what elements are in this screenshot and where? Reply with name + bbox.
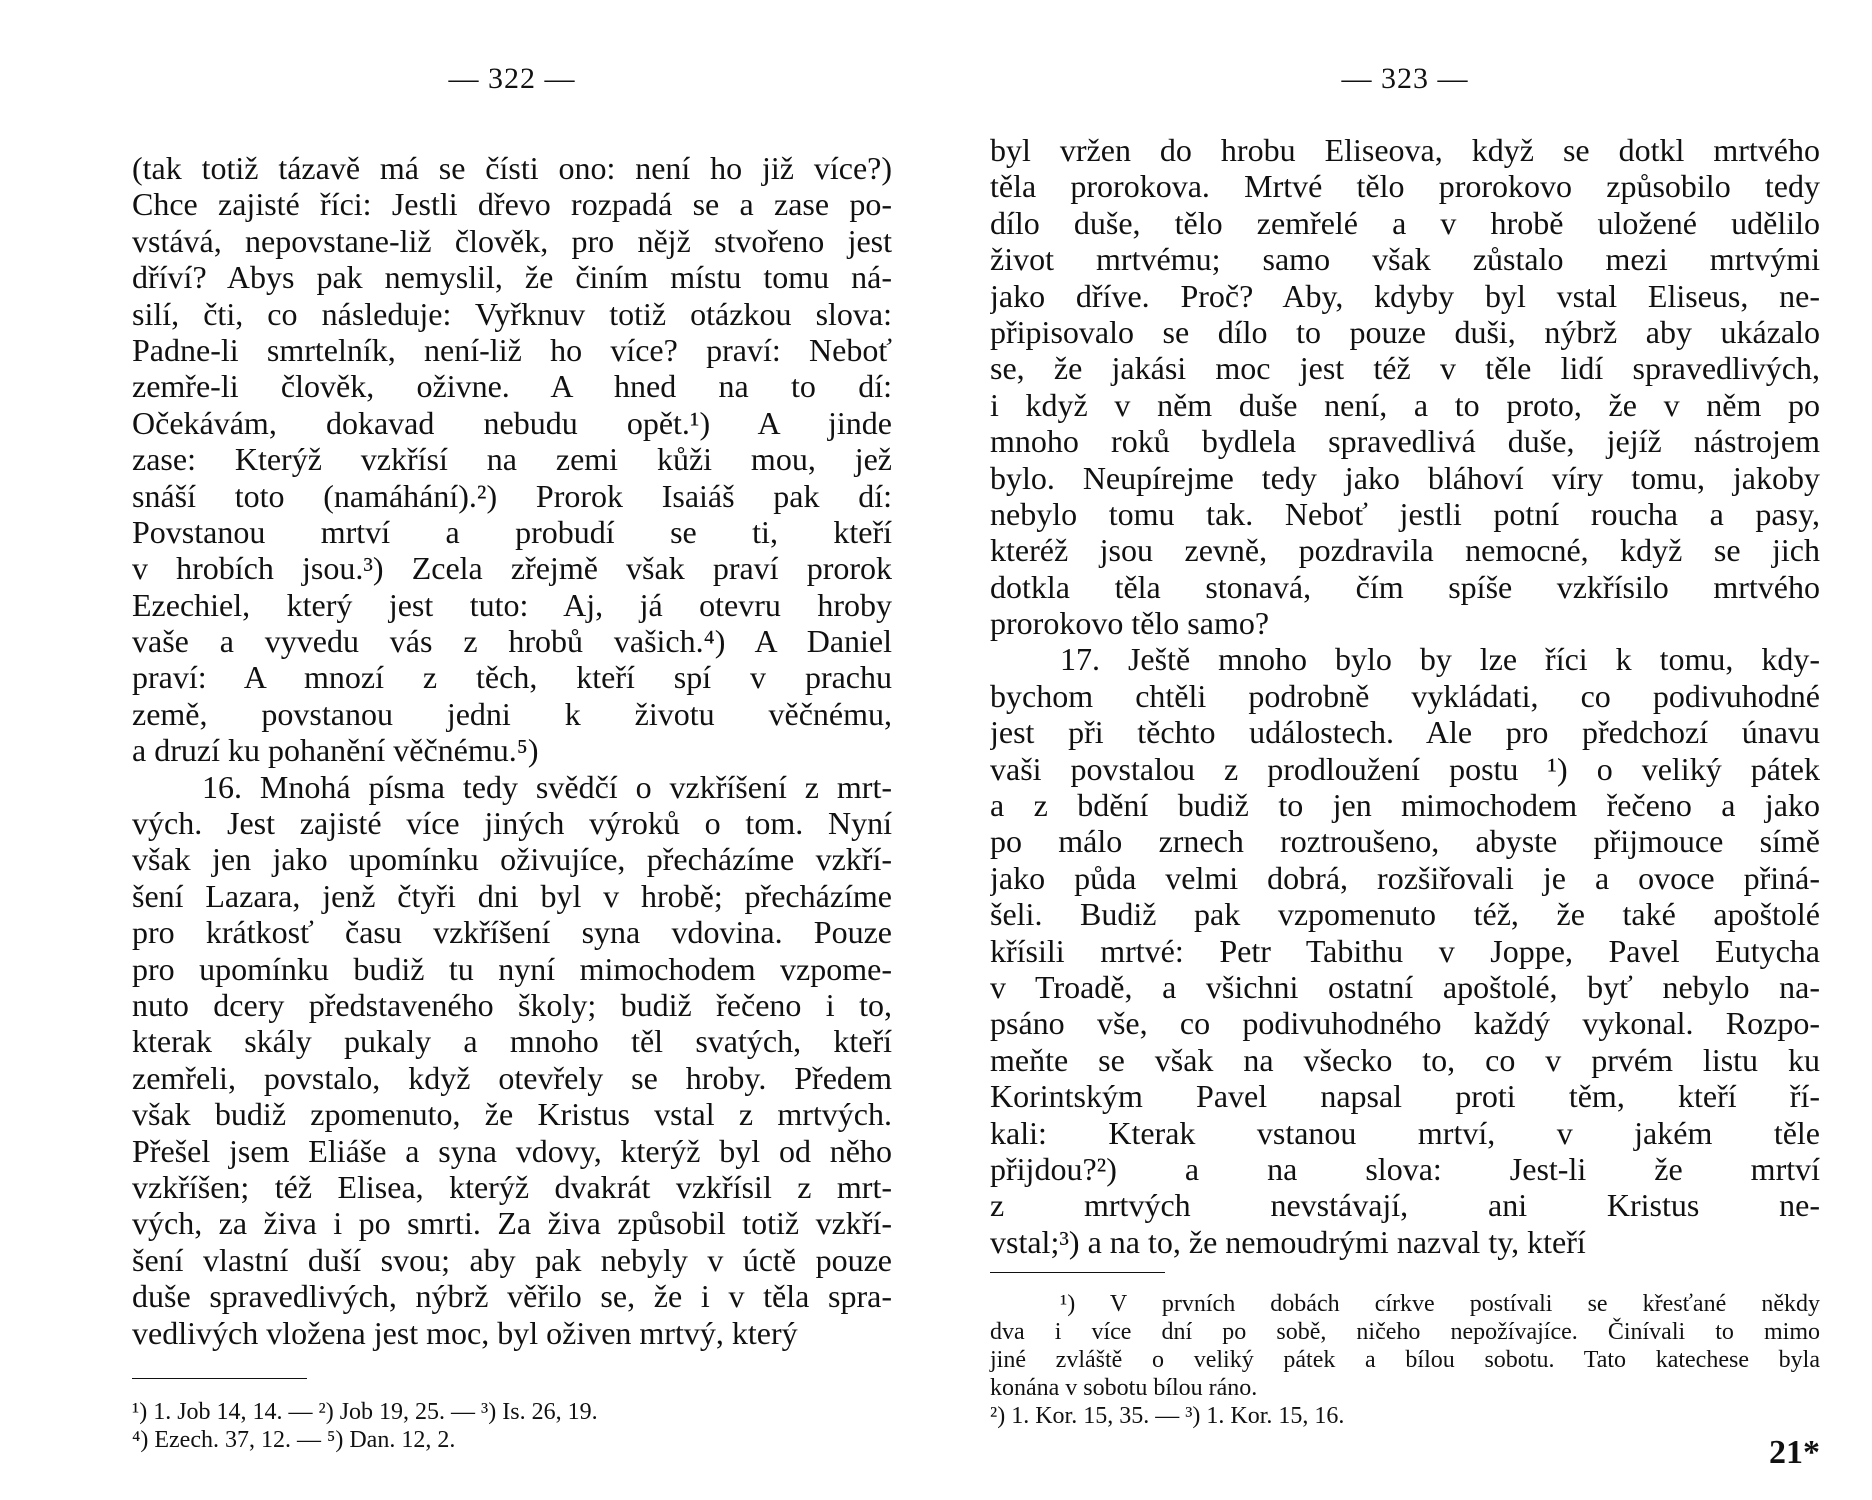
text-line: vaše a vyvedu vás z hrobů vašich.⁴) A Daniel	[132, 623, 892, 660]
footnote-line: ¹) 1. Job 14, 14. — ²) Job 19, 25. — ³) Is. 26, 19.	[132, 1399, 598, 1425]
text-line: 16. Mnohá písma tedy svědčí o vzkříšení z mrt-	[202, 768, 892, 805]
text-line: šeli. Budiž pak vzpomenuto též, že také apoštolé	[990, 896, 1820, 933]
text-line: praví: A mnozí z těch, kteří spí v prachu	[132, 659, 892, 696]
text-line: zemře-li člověk, oživne. A hned na to dí:	[132, 368, 892, 405]
text-line: připisovalo se dílo to pouze duši, nýbrž aby ukázalo	[990, 313, 1820, 350]
text-line: šení Lazara, jenž čtyři dni byl v hrobě; přecházíme	[132, 877, 892, 914]
text-line: po málo zrnech roztroušeno, abyste přijmouce símě	[990, 823, 1820, 860]
text-line: bychom chtěli podrobně vykládati, co podivuhodné	[990, 677, 1820, 714]
footnotes	[132, 1398, 892, 1454]
footnote-line: ²) 1. Kor. 15, 35. — ³) 1. Kor. 15, 16.	[990, 1403, 1345, 1429]
text-line: vaši povstalou z prodloužení postu ¹) o veliký pátek	[990, 750, 1820, 787]
text-line: zase: Kterýž vzkřísí na zemi kůži mou, jež	[132, 441, 892, 478]
text-line: přijdou?²) a na slova: Jest-li že mrtví	[990, 1150, 1820, 1187]
text-line: nebylo tomu tak. Neboť jestli potní roucha a pasy,	[990, 495, 1820, 532]
text-line: Očekávám, dokavad nebudu opět.¹) A jinde	[132, 404, 892, 441]
text-line: bylo. Neupírejme tedy jako bláhoví víry tomu, jakoby	[990, 459, 1820, 496]
footnote-line: jiné zvláště o veliký pátek a bílou sobotu. Tato katechese byla	[990, 1347, 1820, 1373]
text-line: vedlivých vložena jest moc, byl oživen mrtvý, který	[132, 1314, 798, 1351]
text-line: a druzí ku pohanění věčnému.⁵)	[132, 732, 539, 769]
text-line: nuto dcery představeného školy; budiž řečeno i to,	[132, 986, 892, 1023]
text-line: Korintským Pavel napsal proti těm, kteří ří-	[990, 1078, 1820, 1115]
text-line: duše spravedlivých, nýbrž věřilo se, že i v těla spra-	[132, 1278, 892, 1315]
text-line: Ezechiel, který jest tuto: Aj, já otevru hroby	[132, 586, 892, 623]
text-line: psáno vše, co podivuhodného každý vykonal. Rozpo-	[990, 1005, 1820, 1042]
footnote-line: konána v sobotu bílou ráno.	[990, 1375, 1258, 1401]
text-line: vých. Jest zajisté více jiných výroků o tom. Nyní	[132, 805, 892, 842]
body-text	[132, 150, 892, 1351]
text-line: v Troadě, a všichni ostatní apoštolé, byť nebylo na-	[990, 968, 1820, 1005]
footnotes	[990, 1290, 1820, 1430]
text-line: se, že jakási moc jest též v těle lidí spravedlivých,	[990, 350, 1820, 387]
text-line: vstává, nepovstane-liž člověk, pro nějž stvořeno jest	[132, 222, 892, 259]
text-line: kterak skály pukaly a mnoho těl svatých, kteří	[132, 1023, 892, 1060]
text-line: kali: Kterak vstanou mrtví, v jakém těle	[990, 1114, 1820, 1151]
text-line: meňte se však na všecko to, co v prvém listu ku	[990, 1041, 1820, 1078]
text-line: jest při těchto událostech. Ale pro předchozí únavu	[990, 714, 1820, 751]
text-line: prorokovo tělo samo?	[990, 605, 1270, 642]
text-line: 17. Ještě mnoho bylo by lze říci k tomu, kdy-	[1060, 641, 1820, 678]
text-line: Povstanou mrtví a probudí se ti, kteří	[132, 513, 892, 550]
text-line: však jen jako upomínku oživujíce, přecházíme vzkří-	[132, 841, 892, 878]
text-line: byl vržen do hrobu Eliseova, když se dotkl mrtvého	[990, 132, 1820, 168]
left-page	[132, 0, 892, 1500]
text-line: vých, za živa i po smrti. Za živa způsobil totiž vzkří-	[132, 1205, 892, 1242]
text-line: těla prorokova. Mrtvé tělo prorokovo způsobilo tedy	[990, 168, 1820, 205]
page-number: — 322 —	[448, 62, 576, 95]
signature-mark: 21*	[1769, 1434, 1820, 1471]
text-line: mnoho roků bydlela spravedlivá duše, jejíž nástrojem	[990, 423, 1820, 460]
text-line: dílo duše, tělo zemřelé a v hrobě uložené udělilo	[990, 204, 1820, 241]
text-line: křísili mrtvé: Petr Tabithu v Joppe, Pavel Eutycha	[990, 932, 1820, 969]
text-line: Chce zajisté říci: Jestli dřevo rozpadá se a zase po-	[132, 186, 892, 223]
text-line: z mrtvých nevstávají, ani Kristus ne-	[990, 1187, 1820, 1224]
text-line: dotkla těla stonavá, čím spíše vzkřísilo mrtvého	[990, 568, 1820, 605]
footnote-rule	[132, 1378, 307, 1379]
page-number: — 323 —	[1341, 62, 1469, 95]
text-line: život mrtvému; samo však zůstalo mezi mrtvými	[990, 241, 1820, 278]
text-line: silí, čti, co následuje: Vyřknuv totiž otázkou slova:	[132, 295, 892, 332]
footnote-line: dva i více dní po sobě, ničeho nepožívajíce. Činívali to mimo	[990, 1319, 1820, 1345]
text-line: pro krátkosť času vzkříšení syna vdovina. Pouze	[132, 914, 892, 951]
text-line: Přešel jsem Eliáše a syna vdovy, kterýž byl od něho	[132, 1132, 892, 1169]
text-line: v hrobích jsou.³) Zcela zřejmě však praví prorok	[132, 550, 892, 587]
text-line: jako půda velmi dobrá, rozšiřovali je a ovoce přiná-	[990, 859, 1820, 896]
text-line: šení vlastní duší svou; aby pak nebyly v úctě pouze	[132, 1241, 892, 1278]
footnote-line: ⁴) Ezech. 37, 12. — ⁵) Dan. 12, 2.	[132, 1427, 456, 1453]
text-line: pro upomínku budiž tu nyní mimochodem vzpome-	[132, 950, 892, 987]
text-line: i když v něm duše není, a to proto, že v něm po	[990, 386, 1820, 423]
footnote-rule	[990, 1272, 1165, 1273]
text-line: vzkříšen; též Elisea, kterýž dvakrát vzkřísil z mrt-	[132, 1168, 892, 1205]
text-line: země, povstanou jedni k životu věčnému,	[132, 695, 892, 732]
right-page	[990, 0, 1820, 1500]
text-line: snáší toto (namáhání).²) Prorok Isaiáš pak dí:	[132, 477, 892, 514]
text-line: vstal;³) a na to, že nemoudrými nazval ty, kteří	[990, 1223, 1586, 1260]
text-line: však budiž zpomenuto, že Kristus vstal z mrtvých.	[132, 1096, 892, 1133]
text-line: dříví? Abys pak nemyslil, že činím místu tomu ná-	[132, 259, 892, 296]
text-line: kteréž jsou zevně, pozdravila nemocné, když se jich	[990, 532, 1820, 569]
text-line: a z bdění budiž to jen mimochodem řečeno a jako	[990, 787, 1820, 824]
text-line: zemřeli, povstalo, když otevřely se hroby. Předem	[132, 1059, 892, 1096]
text-line: Padne-li smrtelník, není-liž ho více? praví: Neboť	[132, 331, 892, 368]
text-line: jako dříve. Proč? Aby, kdyby byl vstal Eliseus, ne-	[990, 277, 1820, 314]
text-line: (tak totiž tázavě má se čísti ono: není ho již více?)	[132, 150, 892, 186]
footnote-line: ¹) V prvních dobách církve postívali se křesťané někdy	[1060, 1291, 1820, 1317]
body-text	[990, 132, 1820, 1260]
